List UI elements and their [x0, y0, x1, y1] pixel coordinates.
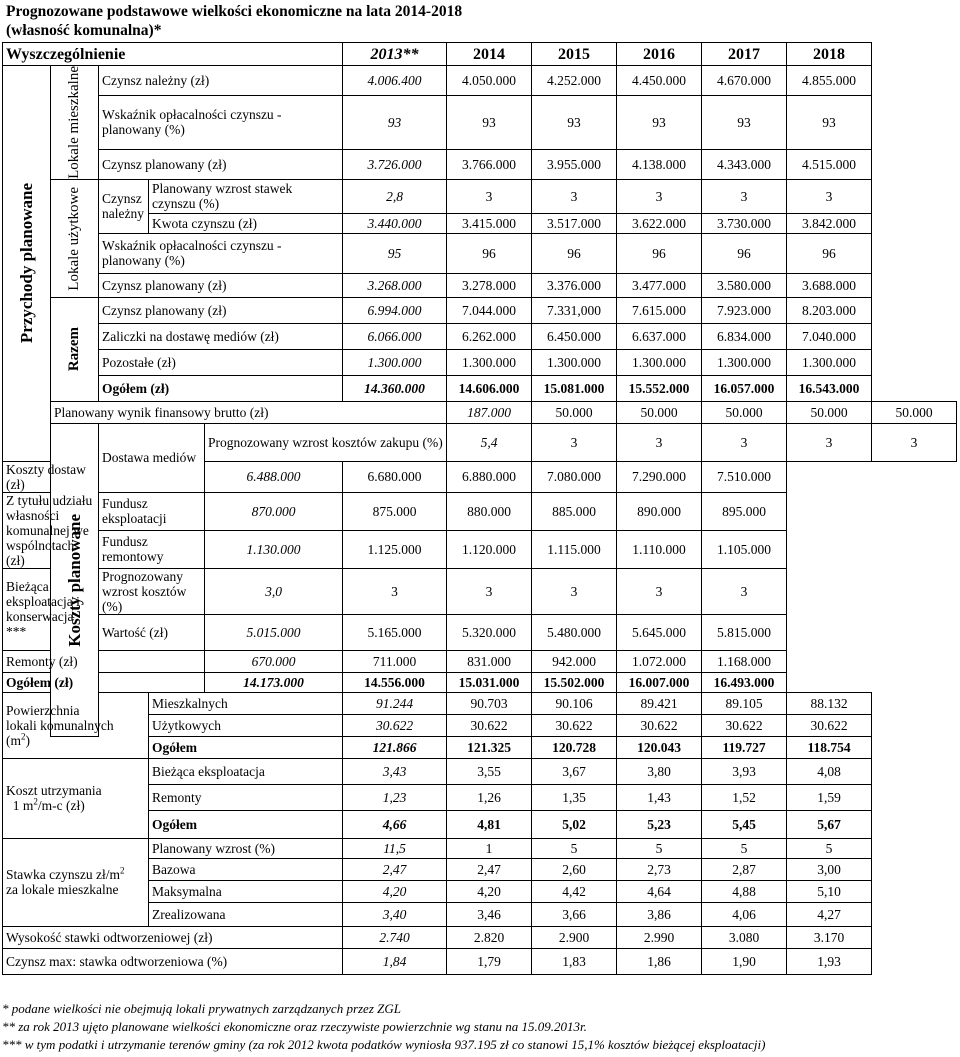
- value-cell: 30.622: [617, 714, 702, 736]
- value-cell: 3,00: [787, 858, 872, 880]
- value-cell: 3: [617, 568, 702, 614]
- value-cell: 1.120.000: [447, 530, 532, 568]
- value-cell: 2,87: [702, 858, 787, 880]
- table-row: [3, 672, 957, 692]
- value-cell: 6.488.000: [205, 461, 343, 492]
- value-cell: 50.000: [787, 401, 872, 423]
- value-cell: 2,73: [617, 858, 702, 880]
- value-cell: 1.300.000: [702, 349, 787, 375]
- value-cell: 11,5: [343, 838, 447, 858]
- value-cell: 121.866: [343, 736, 447, 758]
- value-cell: 1,52: [702, 784, 787, 810]
- value-cell: 1.115.000: [532, 530, 617, 568]
- value-cell: 1.300.000: [343, 349, 447, 375]
- table-row: [3, 838, 957, 858]
- row-label: Prognozowany wzrost kosztów (%): [99, 568, 205, 614]
- value-cell: 93: [447, 95, 532, 149]
- value-cell: 15.031.000: [447, 672, 532, 692]
- value-cell: 2.820: [447, 926, 532, 948]
- rent-due-label: Czynsz należny: [99, 179, 149, 233]
- row-label: Czynsz planowany (zł): [99, 273, 343, 297]
- value-cell: 7.615.000: [617, 297, 702, 323]
- row-label: Zaliczki na dostawę mediów (zł): [99, 323, 343, 349]
- value-cell: 3,93: [702, 758, 787, 784]
- table-row: [3, 375, 957, 401]
- value-cell: 3.580.000: [702, 273, 787, 297]
- value-cell: 1.300.000: [617, 349, 702, 375]
- table-row: [3, 530, 957, 568]
- footnote: * podane wielkości nie obejmują lokali prywatnych zarządzanych przez ZGL: [2, 1001, 401, 1016]
- value-cell: 3: [617, 179, 702, 213]
- row-label: Fundusz remontowy: [99, 530, 205, 568]
- value-cell: 3.955.000: [532, 150, 617, 180]
- value-cell: 3.278.000: [447, 273, 532, 297]
- row-label: Bieżąca eksploatacja: [149, 758, 343, 784]
- value-cell: 96: [787, 233, 872, 273]
- value-cell: 3,80: [617, 758, 702, 784]
- value-cell: 4,42: [532, 880, 617, 902]
- value-cell: 50.000: [872, 401, 957, 423]
- value-cell: 885.000: [532, 492, 617, 530]
- value-cell: 3.376.000: [532, 273, 617, 297]
- value-cell: 3: [532, 568, 617, 614]
- value-cell: 5: [702, 838, 787, 858]
- value-cell: 1.300.000: [447, 349, 532, 375]
- value-cell: 96: [702, 233, 787, 273]
- value-cell: 1,84: [343, 948, 447, 974]
- header-year: 2018: [787, 43, 872, 66]
- row-label: Czynsz należny (zł): [99, 66, 343, 96]
- value-cell: 670.000: [205, 650, 343, 672]
- row-label: Maksymalna: [149, 880, 343, 902]
- header-label: Wyszczególnienie: [3, 43, 343, 66]
- value-cell: 895.000: [702, 492, 787, 530]
- table-row: [3, 692, 957, 714]
- value-cell: 7.510.000: [702, 461, 787, 492]
- row-label: Wskaźnik opłacalności czynszu - planowany (%): [99, 233, 343, 273]
- table-body: [3, 43, 957, 975]
- vertical-label: Razem: [66, 327, 82, 372]
- row-label: Prognozowany wzrost kosztów zakupu (%): [205, 423, 447, 461]
- area-group-label: Powierzchnia lokali komunalnych $(m^2)$: [3, 692, 149, 758]
- value-cell: 3: [532, 423, 617, 461]
- maintenance-group-label: Bieżąca eksploatacja i konserwacja ***: [3, 568, 99, 650]
- value-cell: 3.415.000: [447, 213, 532, 233]
- value-cell: 16.543.000: [787, 375, 872, 401]
- economic-forecast-table: [2, 42, 957, 975]
- value-cell: 5,10: [787, 880, 872, 902]
- value-cell: 5: [787, 838, 872, 858]
- value-cell: 1,26: [447, 784, 532, 810]
- value-cell: 4,88: [702, 880, 787, 902]
- row-label: Kwota czynszu (zł): [149, 213, 343, 233]
- value-cell: 15.081.000: [532, 375, 617, 401]
- value-cell: 3: [447, 568, 532, 614]
- value-cell: 4.450.000: [617, 66, 702, 96]
- value-cell: 88.132: [787, 692, 872, 714]
- header-year: 2013**: [343, 43, 447, 66]
- value-cell: 16.007.000: [617, 672, 702, 692]
- value-cell: 6.680.000: [343, 461, 447, 492]
- value-cell: 14.360.000: [343, 375, 447, 401]
- row-label: Planowany wzrost (%): [149, 838, 343, 858]
- vertical-label: Lokale użytkowe: [66, 186, 82, 291]
- value-cell: 30.622: [447, 714, 532, 736]
- value-cell: 3,43: [343, 758, 447, 784]
- community-group-label: Z tytułu udziału własności komunalnej we wspólnotach (zł): [3, 492, 99, 568]
- table-row: [3, 179, 957, 213]
- value-cell: 875.000: [343, 492, 447, 530]
- row-label: Koszty dostaw (zł): [3, 461, 99, 492]
- value-cell: 3,40: [343, 902, 447, 926]
- value-cell: 14.173.000: [205, 672, 343, 692]
- value-cell: 5.645.000: [617, 614, 702, 650]
- value-cell: 3: [787, 423, 872, 461]
- table-row: [3, 948, 957, 974]
- table-row: [3, 273, 957, 297]
- table-row: [3, 66, 957, 96]
- value-cell: 96: [447, 233, 532, 273]
- table-row: [3, 568, 957, 614]
- value-cell: 5.165.000: [343, 614, 447, 650]
- value-cell: 7.290.000: [617, 461, 702, 492]
- value-cell: 3: [702, 568, 787, 614]
- value-cell: 2.740: [343, 926, 447, 948]
- row-label: Wysokość stawki odtworzeniowej (zł): [3, 926, 343, 948]
- value-cell: 4.006.400: [343, 66, 447, 96]
- rent-rate-group-label: Stawka czynszu $zł/m^2$ za lokale mieszkalne: [3, 838, 149, 926]
- value-cell: 3.477.000: [617, 273, 702, 297]
- row-label: Ogółem (zł): [3, 672, 205, 692]
- value-cell: 6.834.000: [702, 323, 787, 349]
- footnote: ** za rok 2013 ujęto planowane wielkości ekonomiczne oraz rzeczywiste powierzchnie wg stanu na 15.09.2013r.: [2, 1019, 587, 1034]
- value-cell: 3,67: [532, 758, 617, 784]
- table-row: [3, 614, 957, 650]
- row-label: Czynsz planowany (zł): [99, 297, 343, 323]
- value-cell: 30.622: [787, 714, 872, 736]
- row-label: Czynsz max: stawka odtworzeniowa (%): [3, 948, 343, 974]
- value-cell: 6.262.000: [447, 323, 532, 349]
- value-cell: 7.923.000: [702, 297, 787, 323]
- value-cell: 118.754: [787, 736, 872, 758]
- value-cell: 3.517.000: [532, 213, 617, 233]
- value-cell: 3: [702, 423, 787, 461]
- row-label: Ogółem (zł): [99, 375, 343, 401]
- value-cell: 4,20: [343, 880, 447, 902]
- value-cell: 2.990: [617, 926, 702, 948]
- value-cell: 3: [787, 179, 872, 213]
- value-cell: 3.622.000: [617, 213, 702, 233]
- row-label: Czynsz planowany (zł): [99, 150, 343, 180]
- table-row: [3, 492, 957, 530]
- table-row: [3, 423, 957, 461]
- value-cell: 3: [617, 423, 702, 461]
- value-cell: 7.331,000: [532, 297, 617, 323]
- value-cell: 91.244: [343, 692, 447, 714]
- row-label: Remonty (zł): [3, 650, 205, 672]
- row-label: Mieszkalnych: [149, 692, 343, 714]
- value-cell: 942.000: [532, 650, 617, 672]
- value-cell: 5.480.000: [532, 614, 617, 650]
- value-cell: 50.000: [702, 401, 787, 423]
- value-cell: 1.125.000: [343, 530, 447, 568]
- value-cell: 2.900: [532, 926, 617, 948]
- value-cell: 96: [617, 233, 702, 273]
- value-cell: 4.343.000: [702, 150, 787, 180]
- value-cell: 3.080: [702, 926, 787, 948]
- value-cell: 3,46: [447, 902, 532, 926]
- media-group-label: Dostawa mediów: [99, 423, 205, 492]
- value-cell: 3: [872, 423, 957, 461]
- header-year: 2015: [532, 43, 617, 66]
- value-cell: 187.000: [447, 401, 532, 423]
- value-cell: 3.730.000: [702, 213, 787, 233]
- value-cell: 4,81: [447, 810, 532, 838]
- value-cell: 3.170: [787, 926, 872, 948]
- value-cell: 4.050.000: [447, 66, 532, 96]
- value-cell: 6.994.000: [343, 297, 447, 323]
- value-cell: 7.080.000: [532, 461, 617, 492]
- value-cell: 5,23: [617, 810, 702, 838]
- value-cell: 93: [617, 95, 702, 149]
- value-cell: 711.000: [343, 650, 447, 672]
- row-label: Wskaźnik opłacalności czynszu - planowany (%): [99, 95, 343, 149]
- header-year: 2017: [702, 43, 787, 66]
- commercial-group-label: [51, 179, 99, 297]
- value-cell: 5.015.000: [205, 614, 343, 650]
- value-cell: 93: [343, 95, 447, 149]
- value-cell: 93: [532, 95, 617, 149]
- value-cell: 2,47: [447, 858, 532, 880]
- total-group-label: [51, 297, 99, 401]
- value-cell: 831.000: [447, 650, 532, 672]
- value-cell: 121.325: [447, 736, 532, 758]
- table-row: [3, 150, 957, 180]
- value-cell: 3,66: [532, 902, 617, 926]
- row-label: Remonty: [149, 784, 343, 810]
- row-label: Użytkowych: [149, 714, 343, 736]
- value-cell: 50.000: [532, 401, 617, 423]
- row-label: Planowany wzrost stawek czynszu (%): [149, 179, 343, 213]
- value-cell: 4,64: [617, 880, 702, 902]
- table-row: [3, 349, 957, 375]
- value-cell: 3,0: [205, 568, 343, 614]
- value-cell: 96: [532, 233, 617, 273]
- value-cell: 4,08: [787, 758, 872, 784]
- value-cell: 4,27: [787, 902, 872, 926]
- value-cell: 1,83: [532, 948, 617, 974]
- table-row: [3, 650, 957, 672]
- row-label: Fundusz eksploatacji: [99, 492, 205, 530]
- header-year: 2014: [447, 43, 532, 66]
- row-label: Zrealizowana: [149, 902, 343, 926]
- table-row: [3, 95, 957, 149]
- value-cell: 1.300.000: [532, 349, 617, 375]
- value-cell: 14.606.000: [447, 375, 532, 401]
- table-row: [3, 758, 957, 784]
- footnotes: [2, 1000, 765, 1054]
- value-cell: 93: [787, 95, 872, 149]
- value-cell: 5,67: [787, 810, 872, 838]
- row-label: Ogółem: [149, 810, 343, 838]
- value-cell: 3,55: [447, 758, 532, 784]
- value-cell: 1,86: [617, 948, 702, 974]
- table-row: [3, 323, 957, 349]
- value-cell: 6.637.000: [617, 323, 702, 349]
- value-cell: 4.855.000: [787, 66, 872, 96]
- row-label: Ogółem: [149, 736, 343, 758]
- vertical-label: Koszty planowane: [65, 513, 84, 647]
- value-cell: 880.000: [447, 492, 532, 530]
- value-cell: 14.556.000: [343, 672, 447, 692]
- value-cell: 1.105.000: [702, 530, 787, 568]
- value-cell: 5,02: [532, 810, 617, 838]
- value-cell: 30.622: [702, 714, 787, 736]
- value-cell: 1.072.000: [617, 650, 702, 672]
- value-cell: 1.168.000: [702, 650, 787, 672]
- title-line-2: (własność komunalna)*: [6, 22, 162, 39]
- value-cell: 1.130.000: [205, 530, 343, 568]
- value-cell: 1,43: [617, 784, 702, 810]
- value-cell: 1,90: [702, 948, 787, 974]
- value-cell: 89.421: [617, 692, 702, 714]
- value-cell: 5: [532, 838, 617, 858]
- value-cell: 7.040.000: [787, 323, 872, 349]
- value-cell: 30.622: [343, 714, 447, 736]
- gross-result-label: Planowany wynik finansowy brutto (zł): [51, 401, 447, 423]
- value-cell: 2,8: [343, 179, 447, 213]
- value-cell: 90.106: [532, 692, 617, 714]
- value-cell: 4.252.000: [532, 66, 617, 96]
- value-cell: 93: [702, 95, 787, 149]
- value-cell: 3,86: [617, 902, 702, 926]
- value-cell: 120.043: [617, 736, 702, 758]
- table-row: [3, 233, 957, 273]
- value-cell: 5,4: [447, 423, 532, 461]
- value-cell: 90.703: [447, 692, 532, 714]
- value-cell: 15.552.000: [617, 375, 702, 401]
- header-row: [3, 43, 957, 66]
- value-cell: 3.842.000: [787, 213, 872, 233]
- value-cell: 1.300.000: [787, 349, 872, 375]
- value-cell: 5,45: [702, 810, 787, 838]
- value-cell: 4.515.000: [787, 150, 872, 180]
- value-cell: 8.203.000: [787, 297, 872, 323]
- value-cell: 6.066.000: [343, 323, 447, 349]
- value-cell: 4,20: [447, 880, 532, 902]
- table-row: [3, 297, 957, 323]
- row-label: Bazowa: [149, 858, 343, 880]
- value-cell: 3.268.000: [343, 273, 447, 297]
- residential-group-label: [51, 66, 99, 180]
- value-cell: 120.728: [532, 736, 617, 758]
- value-cell: 1,35: [532, 784, 617, 810]
- income-section-label: [3, 66, 51, 462]
- row-label: Wartość (zł): [99, 614, 205, 650]
- value-cell: 1,93: [787, 948, 872, 974]
- table-row: [3, 401, 957, 423]
- value-cell: 3.766.000: [447, 150, 532, 180]
- value-cell: 50.000: [617, 401, 702, 423]
- value-cell: 3.726.000: [343, 150, 447, 180]
- value-cell: 2,47: [343, 858, 447, 880]
- value-cell: 890.000: [617, 492, 702, 530]
- value-cell: 119.727: [702, 736, 787, 758]
- value-cell: 3: [447, 179, 532, 213]
- vertical-label: Przychody planowane: [17, 183, 36, 344]
- vertical-label: Lokale mieszkalne: [66, 66, 82, 179]
- value-cell: 4.670.000: [702, 66, 787, 96]
- value-cell: 1,79: [447, 948, 532, 974]
- value-cell: 7.044.000: [447, 297, 532, 323]
- value-cell: 5.815.000: [702, 614, 787, 650]
- value-cell: 5: [617, 838, 702, 858]
- value-cell: 16.493.000: [702, 672, 787, 692]
- row-label: Pozostałe (zł): [99, 349, 343, 375]
- footnote: *** w tym podatki i utrzymanie terenów gminy (za rok 2012 kwota podatków wyniosła 937.195 zł co stanowi 15,1% kosztów bieżącej eksploatacji): [2, 1037, 766, 1052]
- value-cell: 1,23: [343, 784, 447, 810]
- value-cell: 4,06: [702, 902, 787, 926]
- header-year: 2016: [617, 43, 702, 66]
- value-cell: 3: [532, 179, 617, 213]
- value-cell: 3.688.000: [787, 273, 872, 297]
- table-row: [3, 926, 957, 948]
- value-cell: 15.502.000: [532, 672, 617, 692]
- value-cell: 4,66: [343, 810, 447, 838]
- value-cell: 6.450.000: [532, 323, 617, 349]
- value-cell: 4.138.000: [617, 150, 702, 180]
- value-cell: 3: [343, 568, 447, 614]
- value-cell: 2,60: [532, 858, 617, 880]
- document-title: [6, 2, 462, 40]
- value-cell: 1: [447, 838, 532, 858]
- value-cell: 6.880.000: [447, 461, 532, 492]
- value-cell: 870.000: [205, 492, 343, 530]
- value-cell: 16.057.000: [702, 375, 787, 401]
- value-cell: 89.105: [702, 692, 787, 714]
- value-cell: 1.110.000: [617, 530, 702, 568]
- value-cell: 3: [702, 179, 787, 213]
- value-cell: 1,59: [787, 784, 872, 810]
- value-cell: 95: [343, 233, 447, 273]
- value-cell: 5.320.000: [447, 614, 532, 650]
- value-cell: 3.440.000: [343, 213, 447, 233]
- unit-cost-group-label: Koszt utrzymania 1 $m^2/m-c$ (zł): [3, 758, 149, 838]
- title-line-1: Prognozowane podstawowe wielkości ekonomiczne na lata 2014-2018: [6, 3, 463, 20]
- value-cell: 30.622: [532, 714, 617, 736]
